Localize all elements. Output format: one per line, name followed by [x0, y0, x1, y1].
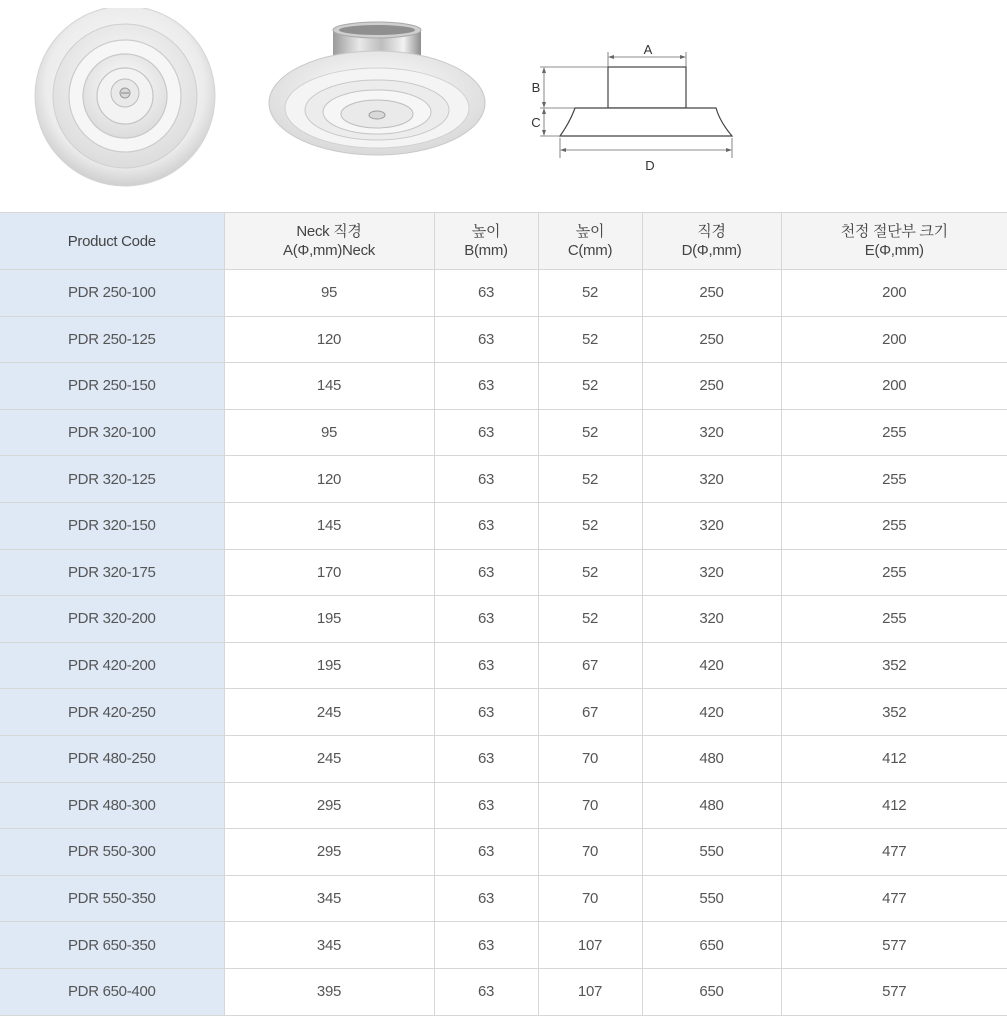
cell-height-b: 63 — [434, 502, 538, 549]
table-row — [0, 968, 1007, 1015]
cell-height-b: 63 — [434, 270, 538, 317]
cell-cut-e: 577 — [781, 968, 1007, 1015]
cell-diameter-d: 320 — [642, 456, 781, 503]
cell-diameter-d: 650 — [642, 922, 781, 969]
cell-height-c: 107 — [538, 968, 642, 1015]
table-row — [0, 456, 1007, 503]
dimension-drawing — [520, 30, 770, 180]
diffuser-side-photo — [265, 18, 495, 168]
cell-cut-e: 412 — [781, 735, 1007, 782]
cell-cut-e: 200 — [781, 363, 1007, 410]
cell-cut-e: 255 — [781, 456, 1007, 503]
cell-product-code: PDR 420-250 — [0, 689, 224, 736]
header-height-c — [538, 213, 642, 270]
cell-height-b: 63 — [434, 363, 538, 410]
cell-height-b: 63 — [434, 642, 538, 689]
cell-diameter-d: 480 — [642, 782, 781, 829]
cell-diameter-d: 320 — [642, 596, 781, 643]
spec-table-body — [0, 270, 1007, 1016]
cell-height-b: 63 — [434, 456, 538, 503]
cell-height-c: 107 — [538, 922, 642, 969]
table-row — [0, 502, 1007, 549]
cell-neck-a: 120 — [224, 456, 434, 503]
cell-diameter-d: 320 — [642, 502, 781, 549]
table-row — [0, 922, 1007, 969]
cell-product-code: PDR 420-200 — [0, 642, 224, 689]
cell-neck-a: 95 — [224, 270, 434, 317]
cell-diameter-d: 320 — [642, 409, 781, 456]
cell-cut-e: 200 — [781, 270, 1007, 317]
cell-height-c: 70 — [538, 782, 642, 829]
cell-diameter-d: 250 — [642, 270, 781, 317]
cell-neck-a: 195 — [224, 642, 434, 689]
cell-height-c: 67 — [538, 689, 642, 736]
table-row — [0, 875, 1007, 922]
cell-cut-e: 477 — [781, 875, 1007, 922]
header-ceiling-cut-e — [781, 213, 1007, 270]
table-row — [0, 409, 1007, 456]
cell-height-b: 63 — [434, 968, 538, 1015]
cell-height-c: 52 — [538, 502, 642, 549]
cell-height-b: 63 — [434, 689, 538, 736]
cell-product-code: PDR 320-175 — [0, 549, 224, 596]
cell-neck-a: 145 — [224, 363, 434, 410]
cell-height-b: 63 — [434, 875, 538, 922]
cell-product-code: PDR 250-125 — [0, 316, 224, 363]
cell-neck-a: 245 — [224, 689, 434, 736]
cell-height-c: 52 — [538, 549, 642, 596]
cell-height-c: 52 — [538, 596, 642, 643]
table-row — [0, 642, 1007, 689]
cell-diameter-d: 550 — [642, 875, 781, 922]
cell-height-b: 63 — [434, 735, 538, 782]
cell-product-code: PDR 650-400 — [0, 968, 224, 1015]
header-subtext: E(Φ,mm) — [864, 242, 924, 259]
cell-neck-a: 395 — [224, 968, 434, 1015]
cell-height-b: 63 — [434, 316, 538, 363]
cell-height-c: 70 — [538, 829, 642, 876]
cell-height-c: 52 — [538, 363, 642, 410]
cell-height-c: 52 — [538, 270, 642, 317]
cell-product-code: PDR 650-350 — [0, 922, 224, 969]
cell-product-code: PDR 550-350 — [0, 875, 224, 922]
cell-height-b: 63 — [434, 549, 538, 596]
cell-neck-a: 295 — [224, 829, 434, 876]
cell-height-c: 52 — [538, 456, 642, 503]
table-row — [0, 316, 1007, 363]
cell-neck-a: 145 — [224, 502, 434, 549]
cell-diameter-d: 250 — [642, 363, 781, 410]
header-subtext: D(Φ,mm) — [681, 242, 742, 259]
header-height-b — [434, 213, 538, 270]
cell-diameter-d: 480 — [642, 735, 781, 782]
cell-height-c: 52 — [538, 316, 642, 363]
table-row — [0, 689, 1007, 736]
header-diameter-d — [642, 213, 781, 270]
cell-neck-a: 345 — [224, 875, 434, 922]
cell-product-code: PDR 550-300 — [0, 829, 224, 876]
cell-cut-e: 255 — [781, 502, 1007, 549]
cell-neck-a: 120 — [224, 316, 434, 363]
header-text: 높이 — [575, 223, 605, 240]
cell-diameter-d: 650 — [642, 968, 781, 1015]
cell-cut-e: 255 — [781, 409, 1007, 456]
cell-product-code: PDR 320-200 — [0, 596, 224, 643]
cell-height-b: 63 — [434, 596, 538, 643]
header-subtext: C(mm) — [567, 242, 613, 259]
cell-product-code: PDR 250-150 — [0, 363, 224, 410]
cell-cut-e: 255 — [781, 549, 1007, 596]
cell-height-c: 67 — [538, 642, 642, 689]
table-row — [0, 596, 1007, 643]
header-text: 직경 — [697, 223, 726, 240]
cell-cut-e: 255 — [781, 596, 1007, 643]
cell-neck-a: 345 — [224, 922, 434, 969]
header-text: 높이 — [471, 223, 501, 240]
cell-diameter-d: 250 — [642, 316, 781, 363]
cell-diameter-d: 320 — [642, 549, 781, 596]
cell-height-c: 70 — [538, 735, 642, 782]
label-a: A — [643, 42, 653, 57]
cell-diameter-d: 420 — [642, 689, 781, 736]
cell-cut-e: 352 — [781, 642, 1007, 689]
table-row — [0, 782, 1007, 829]
cell-height-b: 63 — [434, 829, 538, 876]
cell-product-code: PDR 320-100 — [0, 409, 224, 456]
header-subtext: B(mm) — [464, 242, 508, 259]
product-images — [0, 0, 1007, 212]
cell-product-code: PDR 250-100 — [0, 270, 224, 317]
cell-height-c: 52 — [538, 409, 642, 456]
cell-neck-a: 170 — [224, 549, 434, 596]
header-neck-diameter — [224, 213, 434, 270]
table-row — [0, 549, 1007, 596]
cell-cut-e: 352 — [781, 689, 1007, 736]
cell-height-c: 70 — [538, 875, 642, 922]
table-row — [0, 829, 1007, 876]
table-row — [0, 270, 1007, 317]
cell-product-code: PDR 320-125 — [0, 456, 224, 503]
cell-product-code: PDR 480-300 — [0, 782, 224, 829]
cell-cut-e: 412 — [781, 782, 1007, 829]
cell-cut-e: 477 — [781, 829, 1007, 876]
table-row — [0, 735, 1007, 782]
cell-neck-a: 195 — [224, 596, 434, 643]
spec-table — [0, 212, 1007, 1016]
table-row — [0, 363, 1007, 410]
cell-height-b: 63 — [434, 922, 538, 969]
cell-neck-a: 95 — [224, 409, 434, 456]
cell-cut-e: 200 — [781, 316, 1007, 363]
cell-diameter-d: 550 — [642, 829, 781, 876]
header-text: Product Code — [67, 232, 156, 250]
cell-product-code: PDR 480-250 — [0, 735, 224, 782]
header-text: Neck 직경 — [296, 223, 362, 240]
spec-table-header — [0, 213, 1007, 270]
cell-height-b: 63 — [434, 782, 538, 829]
cell-diameter-d: 420 — [642, 642, 781, 689]
header-subtext: A(Φ,mm)Neck — [283, 242, 375, 259]
diffuser-front-photo — [30, 8, 220, 188]
label-c: C — [531, 115, 541, 130]
label-b: B — [531, 80, 541, 95]
cell-cut-e: 577 — [781, 922, 1007, 969]
label-d: D — [645, 158, 655, 173]
cell-height-b: 63 — [434, 409, 538, 456]
cell-neck-a: 295 — [224, 782, 434, 829]
cell-neck-a: 245 — [224, 735, 434, 782]
header-product-code — [0, 213, 224, 270]
cell-product-code: PDR 320-150 — [0, 502, 224, 549]
header-text: 천정 절단부 크기 — [840, 223, 948, 240]
